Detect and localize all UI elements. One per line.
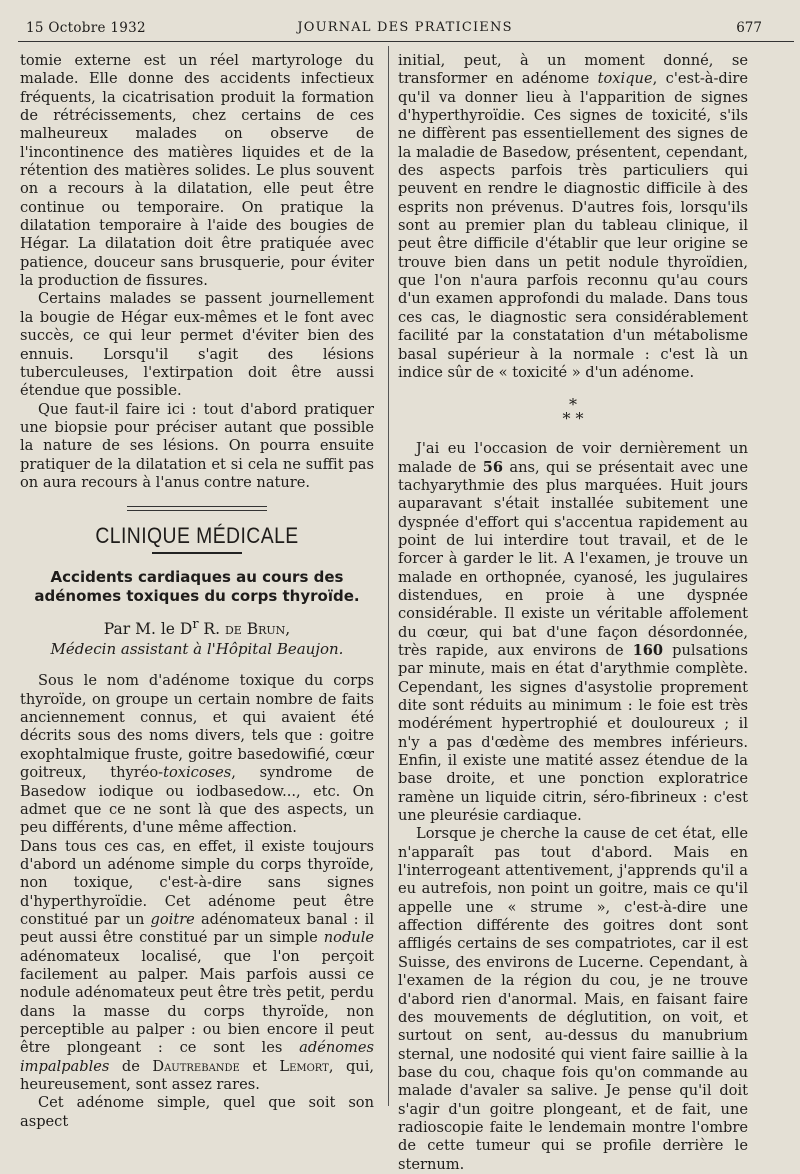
header-rule: [18, 41, 794, 42]
paragraph: Dans tous ces cas, en effet, il existe toujours d'abord un adénome simple du corps thyroïde, non toxique, c'est-à-dire sans signes d'hyperthyroïdie. Cet adénome peut être constitué par un goitre adénomateux banal : il peut aussi être constitué par un simple nodule adénomateux localisé, que l'on perçoit facilement au palper. Mais parfois aussi ce nodule adénomateux peut être très petit, perdu dans la masse du corps thyroïde, non perceptible au palper : ou bien encore il peut être plongeant : ce sont les adénomes impalpables de Dautrebande et Lemort, qui, heureusement, sont assez rares.: [20, 837, 375, 1093]
paragraph: Cet adénome simple, quel que soit son aspect: [20, 1094, 374, 1130]
paragraph: Certains malades se passent journellement la bougie de Hégar eux-mêmes et le font avec succès, ce qui leur permet d'éviter bien des ennuis. Lorsqu'il s'agit des lésions tuberculeuses, l'extirpation doit être aussi étendue que possible.: [20, 290, 374, 400]
paragraph: initial, peut, à un moment donné, se transformer en adénome toxique, c'est-à-dire qu'il va donner lieu à l'apparition de signes d'hyperthyroïdie. Ces signes de toxicité, s'ils ne diffèrent pas essentiellement des signes de la maladie de Basedow, présentent, cependant, des aspects parfois très particuliers qui peuvent en rendre le diagnostic difficile à des esprits non prévenus. D'autres fois, lorsqu'ils sont au premier plan du tableau clinique, il peut être difficile d'établir que leur origine se trouve bien dans un petit nodule thyroïdien, que l'on n'aura parfois reconnu qu'au cours d'un examen approfondi du malade. Dans tous ces cas, le diagnostic sera considérablement facilité par la constatation d'un métabolisme basal supérieur à la normale : c'est là un indice sûr de « toxicité » d'un adénome.: [398, 52, 749, 381]
right-column: [398, 52, 748, 1174]
paragraph: Que faut-il faire ici : tout d'abord pratiquer une biopsie pour préciser autant que possible la nature de ses lésions. On pourra ensuite pratiquer de la dilatation et si cela ne suffit pas on aura recours à l'anus contre nature.: [20, 400, 374, 491]
left-column: [20, 52, 374, 1131]
paragraph: Sous le nom d'adénome toxique du corps thyroïde, on groupe un certain nombre de faits anciennement connus, et qui avaient été décrits sous des noms divers, tels que : goitre exophtalmique fruste, goitre basedowifié, cœur goitreux, thyréo-toxicoses, syndrome de Basedow iodique ou iodbasedow..., etc. On admet que ce ne sont là que des aspects, un peu différents, d'une même affection.: [20, 672, 374, 837]
header-date: 15 Octobre 1932: [26, 20, 146, 36]
asterism-separator: * * *: [562, 395, 584, 429]
section-title: CLINIQUE MÉDICALE: [95, 523, 299, 549]
article-title: Accidents cardiaques au cours des adénomes toxiques du corps thyroïde.: [34, 567, 360, 605]
article-author: Par M. le $D^r$ R. de Brun,: [103, 616, 291, 638]
page-header: [26, 18, 784, 40]
paragraph: J'ai eu l'occasion de voir dernièrement un malade de 56 ans, qui se présentait avec une tachyarythmie des plus marquées. Huit jours auparavant s'était installée subitement une dyspnée d'effort qui s'accentua rapidement au point de lui interdire tout travail, et de le forcer à garder le lit. A l'examen, je trouve un malade en orthopnée, cyanosé, les jugulaires distendues, en proie à une dyspnée considérable. Il existe un véritable affolement du cœur, qui bat d'une façon désordonnée, très rapide, aux environs de 160 pulsations par minute, mais en état d'arythmie complète. Cependant, les signes d'asystolie proprement dite sont réduits au minimum : le foie est très modérément hypertrophié et douloureux ; il n'y a pas d'œdème des membres inférieurs. Enfin, il existe une matité assez étendue de la base droite, et une ponction exploratrice ramène un liquide citrin, séro-fibrineux : c'est une pleurésie cardiaque.: [398, 440, 748, 825]
journal-title: JOURNAL DES PRATICIENS: [297, 20, 513, 35]
paragraph: tomie externe est un réel martyrologe du malade. Elle donne des accidents infectieux fréquents, la cicatrisation produit la formation de rétrécissements, chez certains de ces malheureux malades on observe de l'incontinence des matières liquides et de la rétention des matières solides. Le plus souvent on a recours à la dilatation, elle peut être continue ou temporaire. On pratique la dilatation temporaire à l'aide des bougies de Hégar. La dilatation doit être pratiquée avec patience, douceur sans brusquerie, pour éviter la production de fissures.: [20, 52, 374, 290]
author-affiliation: Médecin assistant à l'Hôpital Beaujon.: [50, 640, 344, 659]
column-divider: [388, 46, 389, 1106]
section-separator: [127, 506, 267, 511]
section-rule: [152, 552, 242, 554]
page-number: 677: [736, 20, 762, 36]
paragraph: Lorsque je cherche la cause de cet état, elle n'apparaît pas tout d'abord. Mais en l'interrogeant attentivement, j'apprends qu'il a eu autrefois, non point un goitre, mais ce qu'il appelle une « strume », c'est-à-dire une affection différente des goitres dont sont affligés certains de ses compatriotes, car il est Suisse, des environs de Lucerne. Cependant, à l'examen de la région du cou, je ne trouve d'abord rien d'anormal. Mais, en faisant faire des mouvements de déglutition, on voit, et surtout on sent, au-dessus du manubrium sternal, une nodosité qui vient faire saillie à la base du cou, chaque fois qu'on commande au malade d'avaler sa salive. Je pense qu'il doit s'agir d'un goitre plongeant, et de fait, une radioscopie faite le lendemain montre l'ombre de cette tumeur qui se profile derrière le sternum.: [398, 825, 748, 1173]
